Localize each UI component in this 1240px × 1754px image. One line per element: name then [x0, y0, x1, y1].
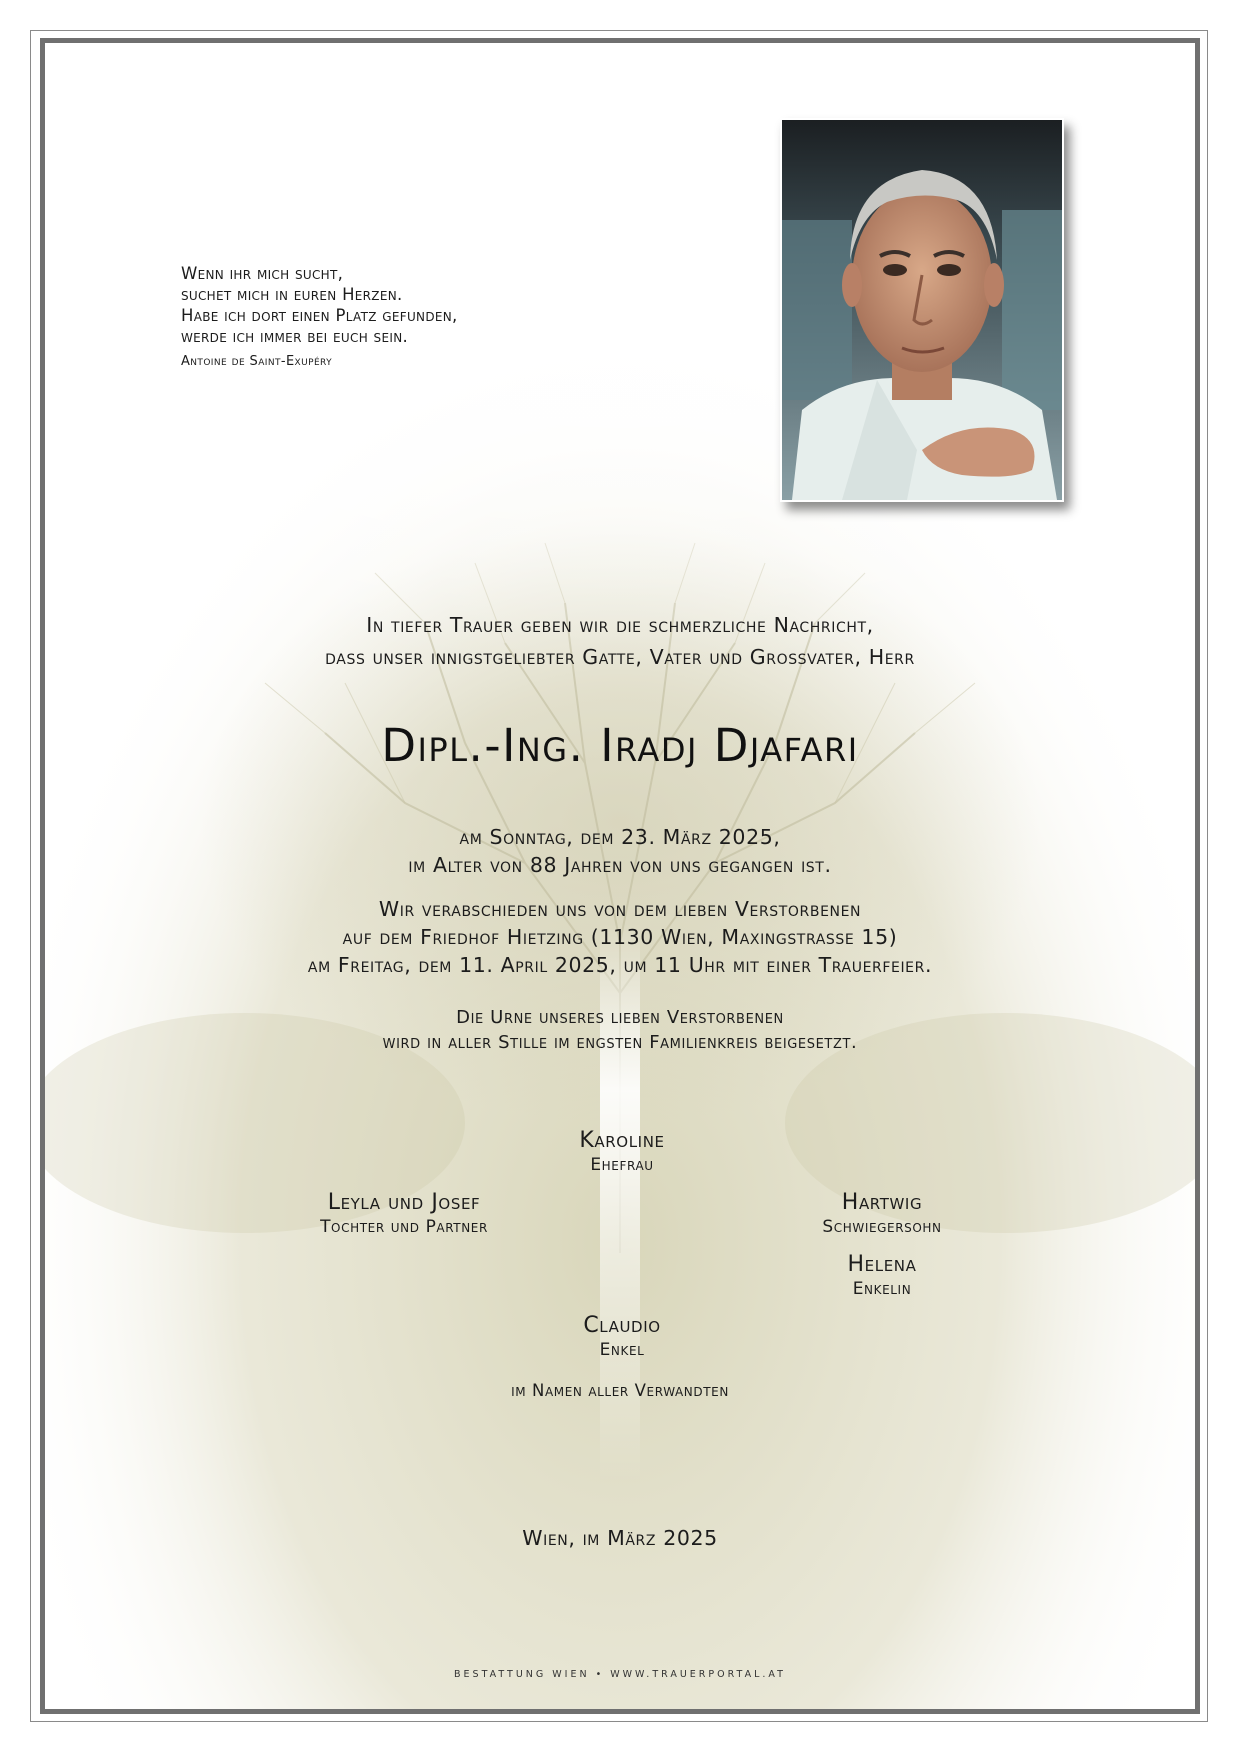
- urn-notice: [45, 1005, 1195, 1055]
- footer-credit: BESTATTUNG WIEN • WWW.TRAUERPORTAL.AT: [454, 1669, 786, 1680]
- ceremony-line: auf dem Friedhof Hietzing (1130 Wien, Maxingstrasse 15): [342, 925, 898, 949]
- urn-line: Die Urne unseres lieben Verstorbenen: [456, 1007, 784, 1028]
- mourner-leyla-josef: [259, 1190, 549, 1238]
- ceremony-notice: [45, 895, 1195, 979]
- ceremony-line: Wir verabschieden uns von dem lieben Verstorbenen: [378, 897, 862, 921]
- intro-line: In tiefer Trauer geben wir die schmerzliche Nachricht,: [366, 613, 874, 637]
- mourner-name: Claudio: [583, 1313, 661, 1338]
- mourner-name: Leyla und Josef: [327, 1190, 481, 1215]
- deceased-name: Dipl.-Ing. Iradj Djafari: [381, 719, 859, 772]
- mourner-claudio: [497, 1313, 747, 1361]
- mourner-karoline: [497, 1128, 747, 1176]
- obituary-page: [40, 38, 1200, 1714]
- mourner-name: Helena: [847, 1252, 917, 1277]
- quote-line: suchet mich in euren Herzen.: [181, 285, 403, 304]
- death-notice: [45, 823, 1195, 879]
- quote-line: Wenn ihr mich sucht,: [181, 264, 344, 283]
- relatives-note: im Namen aller Verwandten: [511, 1381, 729, 1400]
- mourner-name: Hartwig: [841, 1190, 923, 1215]
- mourner-hartwig: [757, 1190, 1007, 1238]
- mourner-role: Enkelin: [852, 1279, 912, 1299]
- urn-line: wird in aller Stille im engsten Familienkreis beigesetzt.: [382, 1032, 858, 1053]
- intro-line: dass unser innigstgeliebter Gatte, Vater und Grossvater, Herr: [325, 645, 915, 669]
- portrait-photo: [780, 118, 1064, 502]
- mourner-role: Schwiegersohn: [822, 1217, 942, 1237]
- quote: [181, 263, 458, 372]
- mourner-name: Karoline: [579, 1128, 665, 1153]
- quote-line: werde ich immer bei euch sein.: [181, 327, 409, 346]
- death-line: im Alter von 88 Jahren von uns gegangen ist.: [408, 853, 832, 877]
- intro-text: [45, 609, 1195, 673]
- mourner-helena: [757, 1252, 1007, 1300]
- mourner-role: Enkel: [599, 1340, 645, 1360]
- death-line: am Sonntag, dem 23. März 2025,: [459, 825, 781, 849]
- mourner-role: Ehefrau: [590, 1155, 654, 1175]
- ceremony-line: am Freitag, dem 11. April 2025, um 11 Uhr mit einer Trauerfeier.: [307, 953, 933, 977]
- mourner-role: Tochter und Partner: [320, 1217, 488, 1237]
- place-date: Wien, im März 2025: [522, 1526, 718, 1550]
- quote-author: Antoine de Saint-Exupéry: [181, 354, 333, 369]
- quote-line: Habe ich dort einen Platz gefunden,: [181, 306, 458, 325]
